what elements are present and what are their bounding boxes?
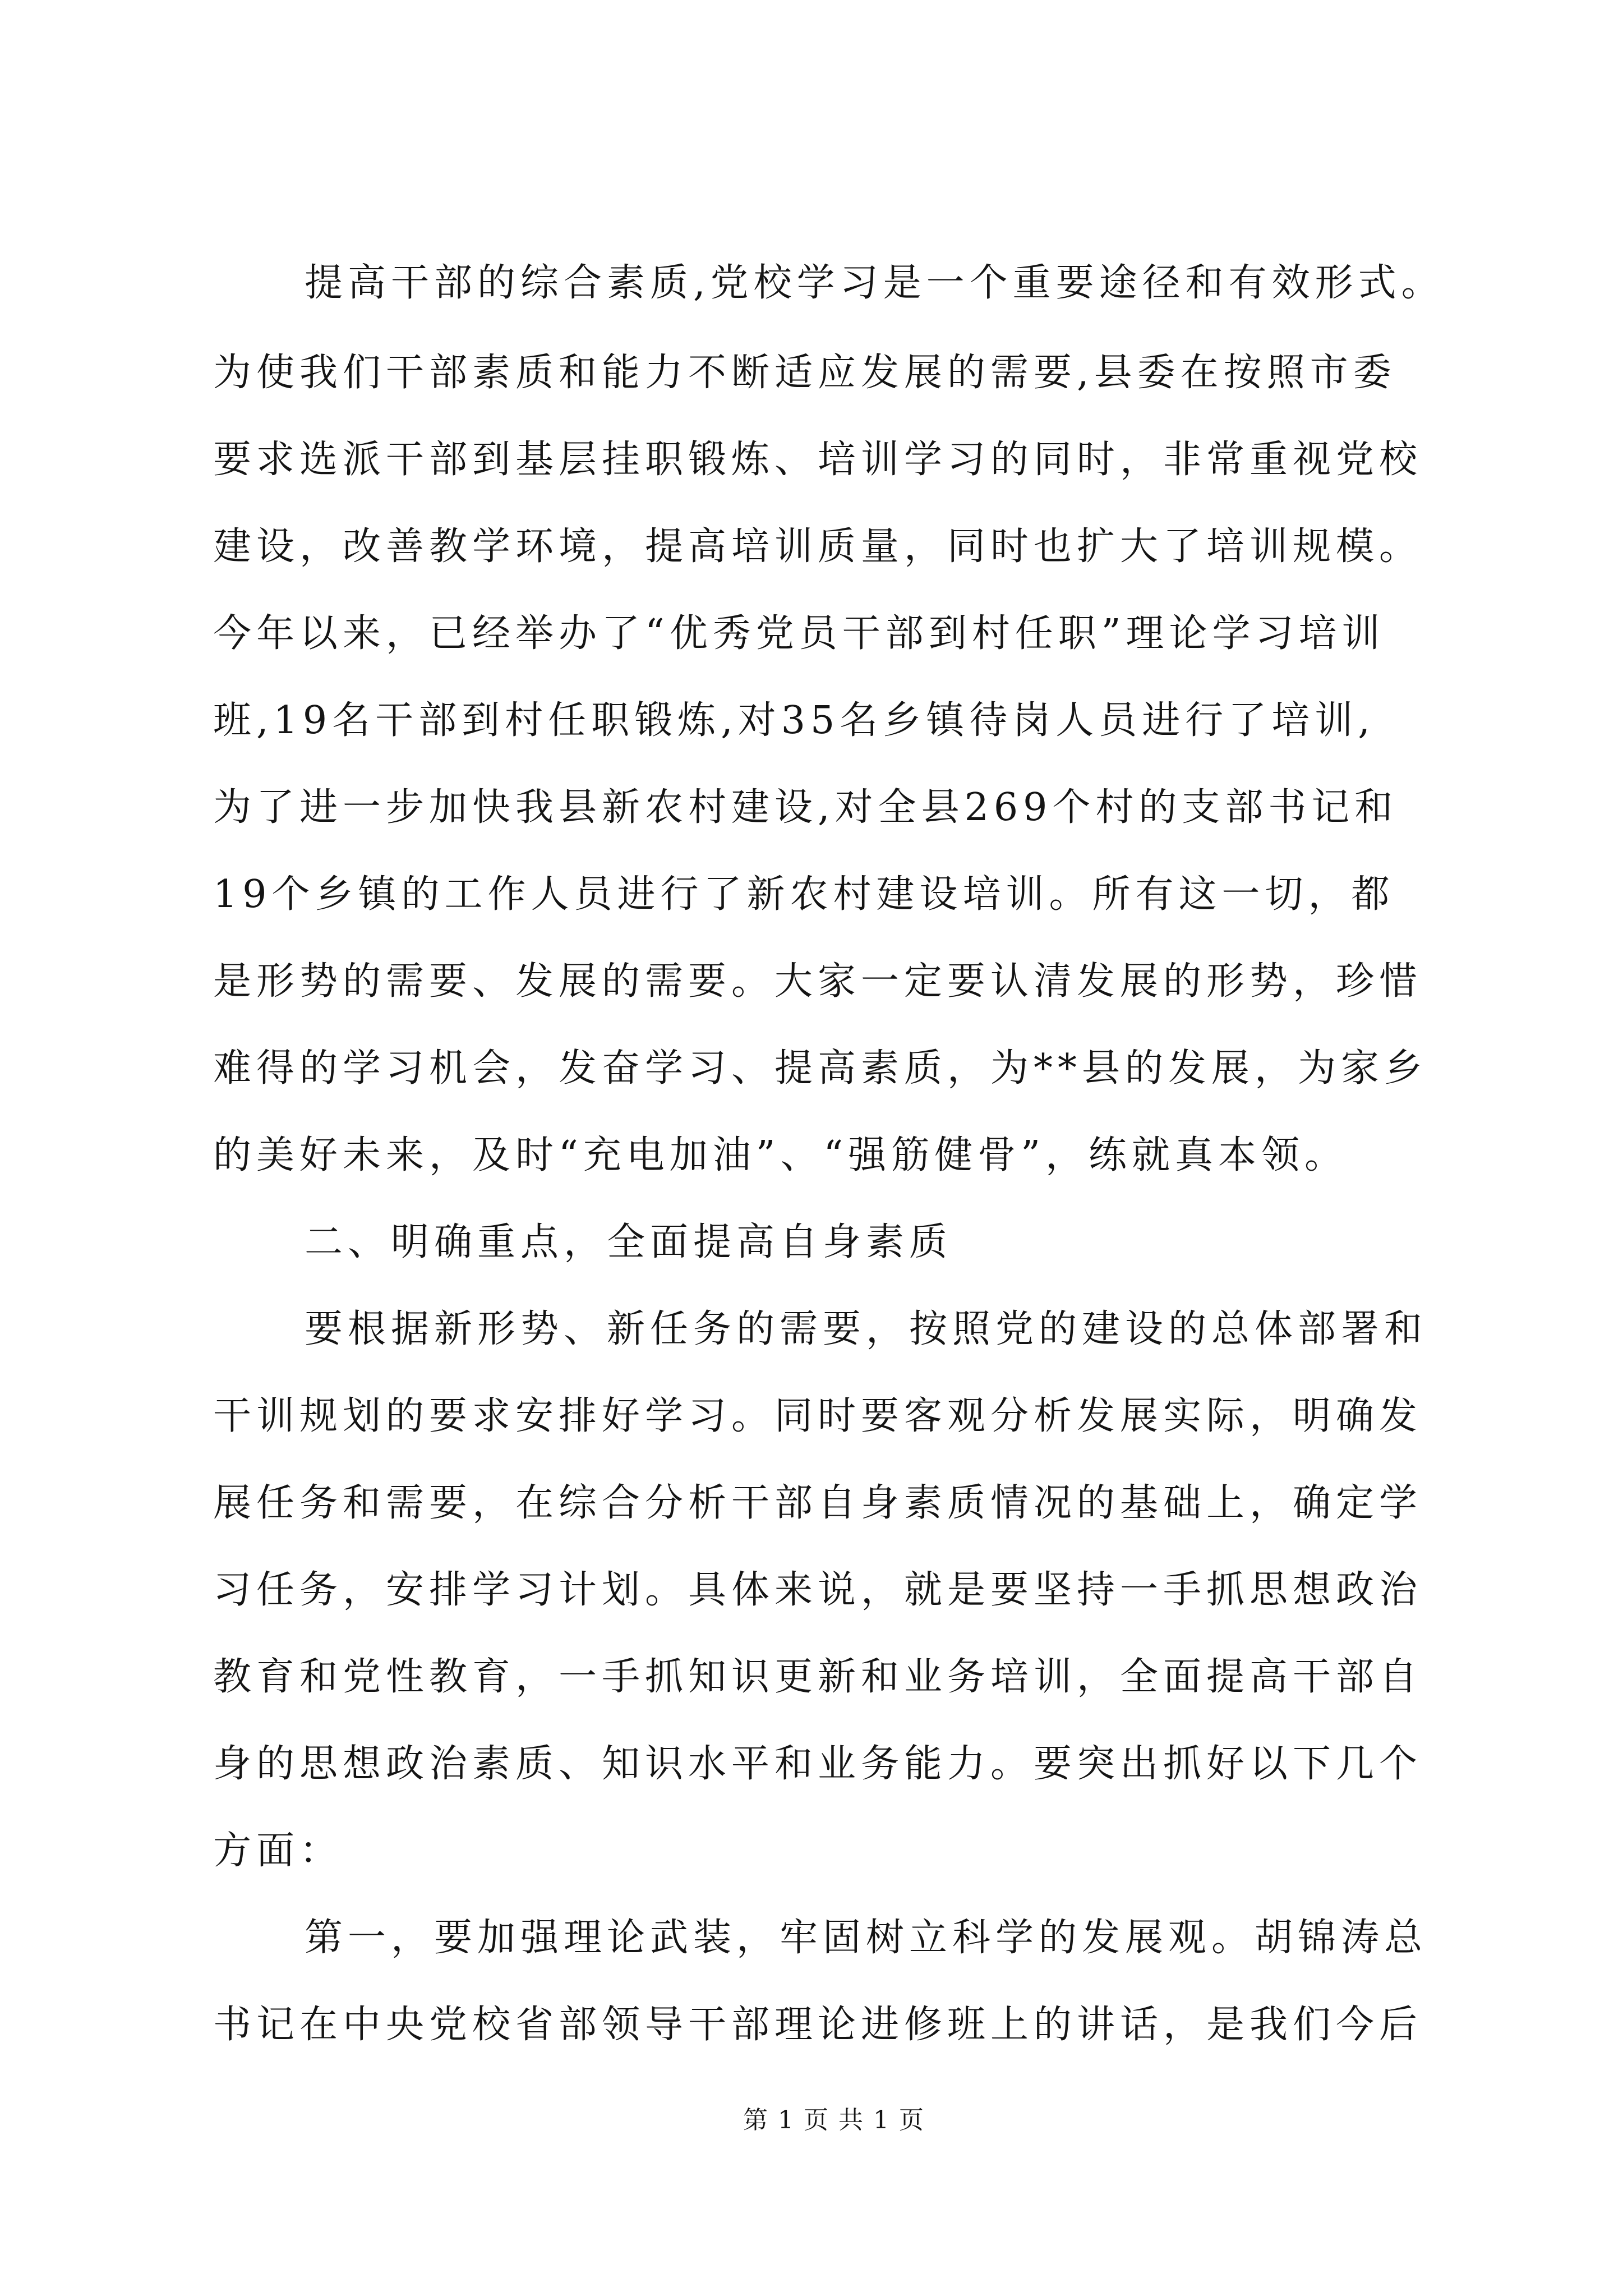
text-line-20: 第一，要加强理论武装，牢固树立科学的发展观。胡锦涛总	[305, 1916, 1428, 1960]
text-line-5: 今年以来，已经举办了“优秀党员干部到村任职”理论学习培训	[213, 611, 1385, 656]
text-line-16: 习任务，安排学习计划。具体来说，就是要坚持一手抓思想政治	[213, 1568, 1423, 1612]
text-line-15: 展任务和需要，在综合分析干部自身素质情况的基础上，确定学	[213, 1481, 1423, 1525]
text-line-17: 教育和党性教育，一手抓知识更新和业务培训，全面提高干部自	[213, 1655, 1423, 1699]
text-line-13: 要根据新形势、新任务的需要，按照党的建设的总体部署和	[305, 1307, 1428, 1351]
text-line-19: 方面：	[213, 1829, 343, 1873]
text-line-2: 为使我们干部素质和能力不断适应发展的需要,县委在按照市委	[213, 351, 1396, 395]
section-heading: 二、明确重点，全面提高自身素质	[305, 1220, 953, 1264]
text-line-8: 19个乡镇的工作人员进行了新农村建设培训。所有这一切，都	[213, 872, 1395, 917]
text-line-4: 建设，改善教学环境，提高培训质量，同时也扩大了培训规模。	[213, 524, 1423, 569]
text-line-6: 班,19名干部到村任职锻炼,对35名乡镇待岗人员进行了培训,	[213, 698, 1375, 743]
page-footer: 第 1 页 共 1 页	[743, 2106, 925, 2134]
text-line-3: 要求选派干部到基层挂职锻炼、培训学习的同时，非常重视党校	[213, 438, 1423, 482]
text-line-14: 干训规划的要求安排好学习。同时要客观分析发展实际，明确发	[213, 1394, 1423, 1438]
text-line-9: 是形势的需要、发展的需要。大家一定要认清发展的形势，珍惜	[213, 959, 1423, 1004]
text-line-21: 书记在中央党校省部领导干部理论进修班上的讲话，是我们今后	[213, 2003, 1423, 2047]
text-line-7: 为了进一步加快我县新农村建设,对全县269个村的支部书记和	[213, 785, 1398, 830]
text-line-11: 的美好未来，及时“充电加油”、“强筋健骨”，练就真本领。	[213, 1133, 1348, 1177]
text-line-18: 身的思想政治素质、知识水平和业务能力。要突出抓好以下几个	[213, 1742, 1423, 1786]
text-line-10: 难得的学习机会，发奋学习、提高素质，为**县的发展，为家乡	[213, 1046, 1428, 1091]
text-line-1: 提高干部的综合素质,党校学习是一个重要途径和有效形式。	[305, 261, 1445, 305]
